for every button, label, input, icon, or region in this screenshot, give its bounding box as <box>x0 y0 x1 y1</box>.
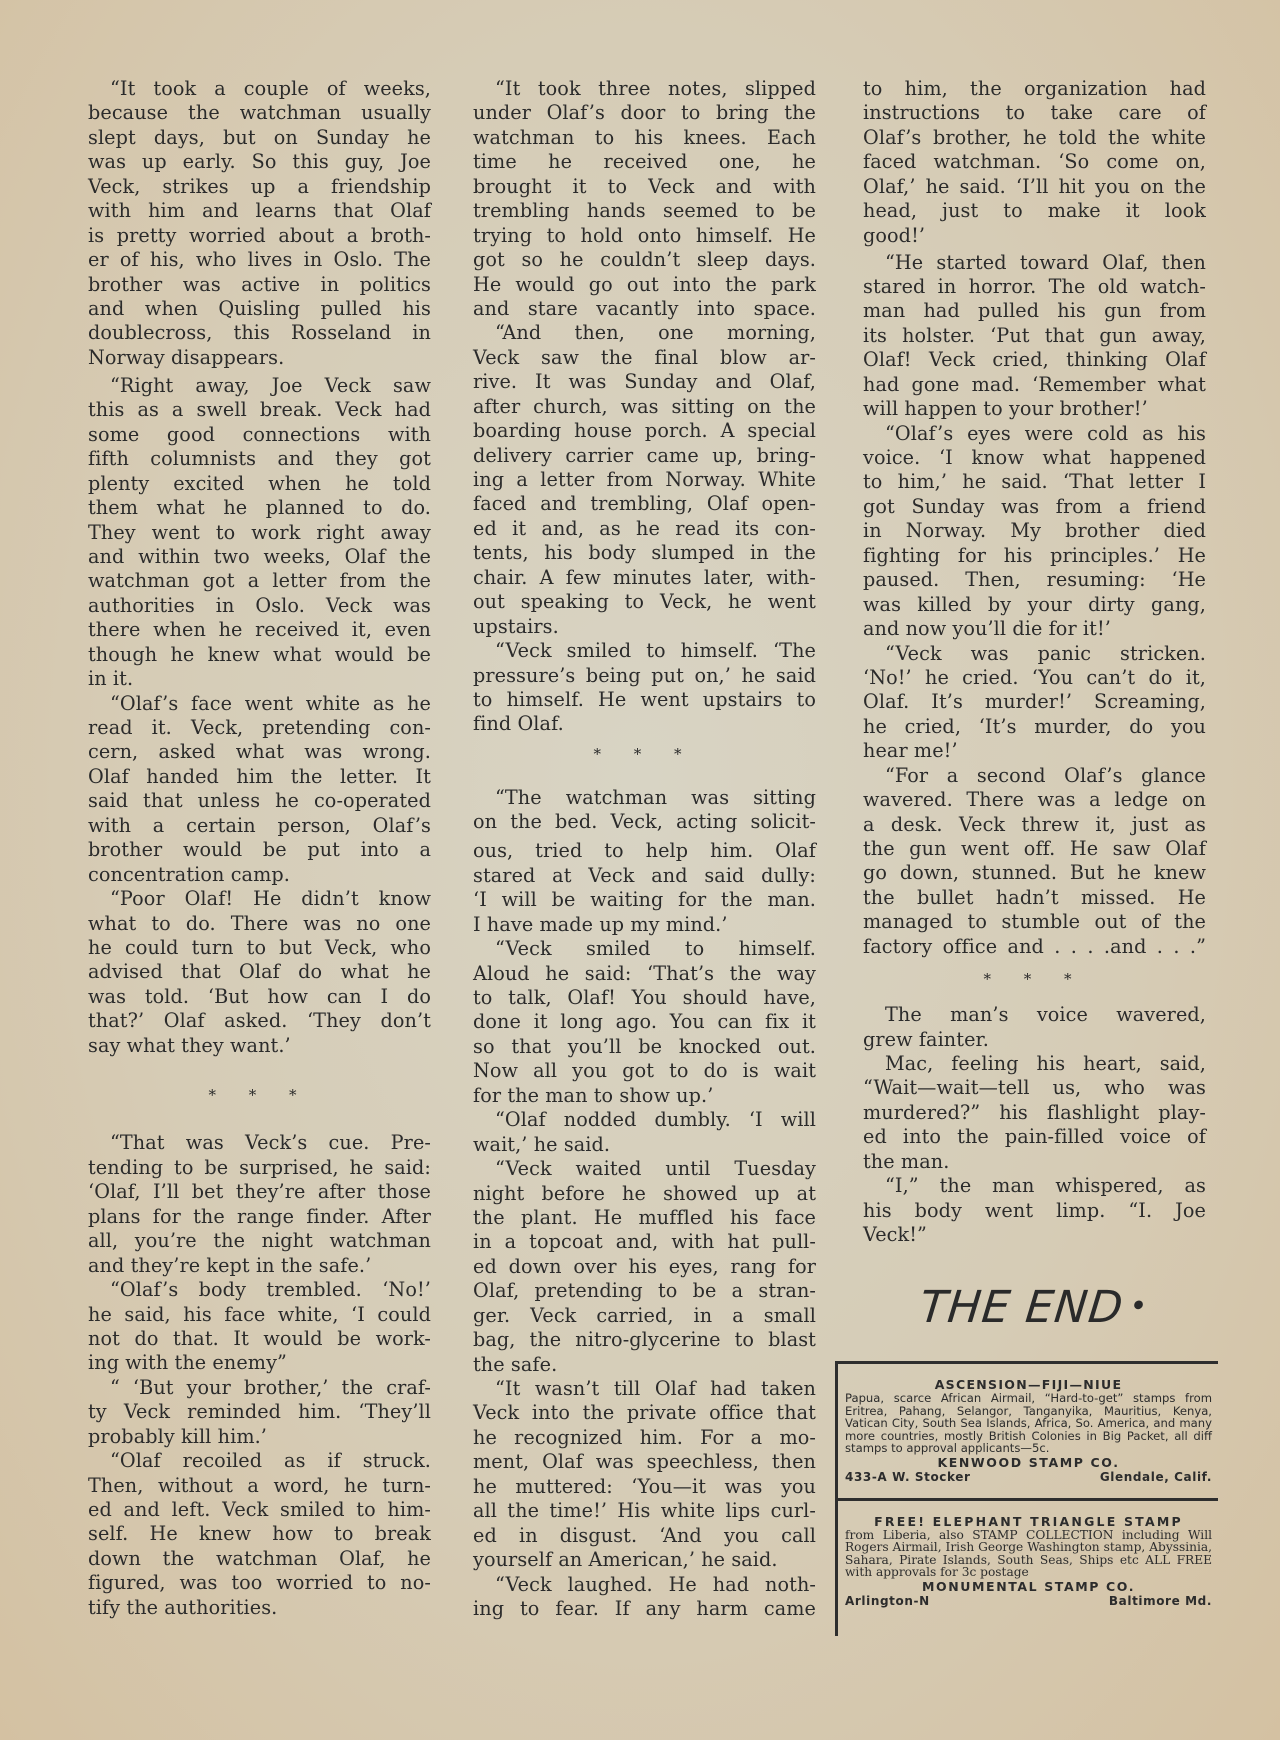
text-line: “Olaf’s body trembled. ‘No!’ <box>110 1278 431 1302</box>
text-line: “That was Veck’s cue. Pre- <box>110 1131 431 1155</box>
text-line: voice. ‘I know what happened <box>863 446 1206 469</box>
text-line: to him,’ he said. ‘That letter I <box>863 470 1206 494</box>
text-line: I have made up my mind.’ <box>473 912 728 936</box>
text-line: wait,’ he said. <box>473 1132 611 1156</box>
text-line: not do that. It would be work- <box>88 1326 431 1350</box>
text-line: ed into the pain-filled voice of <box>863 1125 1206 1149</box>
text-line: Olaf! Veck cried, thinking Olaf <box>863 348 1206 372</box>
paragraph-gap <box>88 1058 431 1082</box>
text-line: murdered?” his flashlight play- <box>863 1100 1206 1124</box>
text-line: them what he planned to do. <box>88 496 431 520</box>
text-line: tify the authorities. <box>88 1595 278 1619</box>
text-line: this as a swell break. Veck had <box>88 398 431 422</box>
text-line: delivery carrier came up, bring- <box>473 443 816 467</box>
text-line: go down, stunned. But he knew <box>863 861 1206 885</box>
text-line: The man’s voice wavered, <box>885 1003 1206 1027</box>
text-line: tending to be surprised, he said: <box>88 1155 431 1179</box>
text-line: fifth columnists and they got <box>88 447 431 471</box>
text-line: say what they want.’ <box>88 1033 291 1057</box>
text-line: “Wait—wait—tell us, who was <box>863 1076 1206 1100</box>
text-line: “Veck laughed. He had noth- <box>495 1572 816 1596</box>
section-break-asterisks: * * * <box>983 969 1086 988</box>
text-line: managed to stumble out of the <box>863 910 1206 934</box>
text-line: self. He knew how to break <box>88 1522 431 1546</box>
text-line: was killed by your dirty gang, <box>863 592 1206 616</box>
the-end-title <box>917 1282 1150 1333</box>
text-line: ty Veck reminded him. ‘They’ll <box>88 1400 431 1424</box>
text-line: Veck, strikes up a friendship <box>88 174 431 198</box>
text-line: wavered. There was a ledge on <box>863 788 1206 812</box>
text-line: “Olaf recoiled as if struck. <box>110 1449 431 1473</box>
ad-address <box>845 1594 1212 1608</box>
text-line: with a certain person, Olaf’s <box>88 813 431 837</box>
text-line: yourself an American,’ he said. <box>473 1548 778 1572</box>
text-line: “And then, one morning, <box>495 321 816 345</box>
text-line: head, just to make it look <box>863 199 1206 223</box>
text-line: Aloud he said: ‘That’s the way <box>473 961 816 985</box>
text-line: faced and trembling, Olaf open- <box>473 492 816 516</box>
text-line: some good connections with <box>88 422 431 446</box>
text-line: read it. Veck, pretending con- <box>88 716 431 740</box>
text-line: rive. It was Sunday and Olaf, <box>473 370 816 394</box>
text-line: “He started toward Olaf, then <box>885 250 1206 274</box>
text-line: good!’ <box>863 223 926 247</box>
stamp-ads-box <box>835 1361 1218 1636</box>
text-line: Now all you got to do is wait <box>473 1059 816 1083</box>
text-line: his body went limp. “I. Joe <box>863 1198 1206 1222</box>
ad-company: KENWOOD STAMP CO. <box>937 1454 1120 1470</box>
text-line: all, you’re the night watchman <box>88 1229 431 1253</box>
text-line: ing a letter from Norway. White <box>473 468 816 491</box>
text-line: stared at Veck and said dully: <box>473 863 816 887</box>
text-line: “It wasn’t till Olaf had taken <box>495 1377 816 1401</box>
text-line: had gone mad. ‘Remember what <box>863 372 1206 396</box>
text-line: was told. ‘But how can I do <box>88 984 431 1008</box>
text-line: “ ‘But your brother,’ the craf- <box>110 1375 431 1399</box>
text-line: “Olaf’s eyes were cold as his <box>885 421 1206 445</box>
text-line: ed down over his eyes, rang for <box>473 1254 816 1278</box>
text-line: is pretty worried about a broth- <box>88 223 431 247</box>
text-line: Veck!” <box>863 1223 927 1247</box>
text-line: and when Quisling pulled his <box>88 296 431 320</box>
text-line: “Olaf’s face went white as he <box>110 691 431 715</box>
text-line: He would go out into the park <box>473 272 816 296</box>
text-line: ger. Veck carried, in a small <box>473 1303 816 1327</box>
text-line: was up early. So this guy, Joe <box>88 150 431 174</box>
text-line: the gun went off. He saw Olaf <box>863 837 1206 860</box>
text-line: ing to fear. If any harm came <box>473 1596 816 1620</box>
text-line: watchman got a letter from the <box>88 569 431 593</box>
text-line: to him, the organization had <box>863 77 1206 100</box>
text-line: that?’ Olaf asked. ‘They don’t <box>88 1009 431 1033</box>
text-line: stared in horror. The old watch- <box>863 274 1206 298</box>
text-line: in it. <box>88 667 134 691</box>
text-line: Norway disappears. <box>88 345 285 369</box>
text-line: “The watchman was sitting <box>495 785 816 809</box>
text-line: brother would be put into a <box>88 838 431 862</box>
text-line: ed in disgust. ‘And you call <box>473 1523 816 1547</box>
text-line: to talk, Olaf! You should have, <box>473 986 816 1010</box>
paragraph-gap <box>88 1107 431 1131</box>
text-line: he could turn to but Veck, who <box>88 935 431 959</box>
text-line: ‘No!’ he cried. ‘You can’t do it, <box>863 665 1206 689</box>
text-line: Olaf handed him the letter. It <box>88 764 431 788</box>
text-line: to himself. He went upstairs to <box>473 687 816 711</box>
text-line: Veck saw the final blow ar- <box>473 345 816 369</box>
text-line: upstairs. <box>473 614 559 638</box>
text-line: concentration camp. <box>88 862 290 886</box>
text-line: and within two weeks, Olaf the <box>88 544 431 568</box>
text-line: doublecross, this Rosseland in <box>88 321 431 345</box>
text-line: on the bed. Veck, acting solicit- <box>473 810 816 834</box>
text-line: find Olaf. <box>473 712 564 736</box>
text-line: paused. Then, resuming: ‘He <box>863 568 1206 592</box>
text-line: instructions to take care of <box>863 101 1206 125</box>
text-line: watchman to his knees. Each <box>473 125 816 149</box>
text-line: he muttered: ‘You—it was you <box>473 1474 816 1498</box>
ad-kenwood <box>838 1364 1218 1488</box>
text-line: the plant. He muffled his face <box>473 1205 816 1229</box>
text-line: ‘Olaf, I’ll bet they’re after those <box>88 1180 431 1204</box>
text-line: the man. <box>863 1149 950 1173</box>
text-line: hear me!’ <box>863 739 958 763</box>
text-line: grew fainter. <box>863 1027 989 1051</box>
text-line: with him and learns that Olaf <box>88 199 431 223</box>
text-line: ‘I will be waiting for the man. <box>473 888 816 912</box>
ad-headline: ASCENSION—FIJI—NIUE <box>934 1377 1123 1392</box>
ad-address-street: Arlington-N <box>845 1593 930 1608</box>
text-line: plenty excited when he told <box>88 471 431 495</box>
text-line: ment, Olaf was speechless, then <box>473 1450 816 1474</box>
text-line: “Right away, Joe Veck saw <box>110 373 431 397</box>
section-break-asterisks: * * * <box>593 744 696 763</box>
text-line: “Veck smiled to himself. <box>495 937 816 961</box>
ad-body: Papua, scarce African Airmail, “Hard-to-get” stamps from Eritrea, Pahang, Selangor, Tanganyika, Mauritius, Kenya, Vatican City, South Sea Islands, Africa, So. America, and many more countries, mostly British Colonies in Big Packet, all diff stamps to approval applicants—5c. <box>845 1391 1212 1455</box>
text-line: slept days, but on Sunday he <box>88 125 431 149</box>
ad-address-city: Baltimore Md. <box>1108 1593 1212 1608</box>
text-line: there when he received it, even <box>88 618 431 642</box>
text-line: They went to work right away <box>88 520 431 544</box>
text-column-3 <box>863 77 1206 1248</box>
text-line: all the time!’ His white lips curl- <box>473 1499 816 1523</box>
text-line: and they’re kept in the safe.’ <box>88 1253 372 1277</box>
text-line: faced watchman. ‘So come on, <box>863 150 1206 174</box>
text-line: after church, was sitting on the <box>473 394 816 418</box>
text-line: because the watchman usually <box>88 101 431 125</box>
text-line: boarding house porch. A special <box>473 419 816 443</box>
ad-headline: FREE! ELEPHANT TRIANGLE STAMP <box>874 1513 1183 1529</box>
text-line: brought it to Veck and with <box>473 174 816 198</box>
paragraph-gap <box>473 766 816 786</box>
text-line: a desk. Veck threw it, just as <box>863 812 1206 836</box>
text-line: night before he showed up at <box>473 1181 816 1205</box>
text-line: “For a second Olaf’s glance <box>885 763 1206 787</box>
text-line: Olaf, pretending to be a stran- <box>473 1279 816 1303</box>
text-line: got Sunday was from a friend <box>863 494 1206 518</box>
text-line: “I,” the man whispered, as <box>885 1174 1206 1198</box>
text-line: probably kill him.’ <box>88 1424 268 1448</box>
text-line: he cried, ‘It’s murder, do you <box>863 714 1206 738</box>
text-line: authorities in Oslo. Veck was <box>88 593 431 617</box>
text-line: ing with the enemy” <box>88 1351 287 1375</box>
text-line: tents, his body slumped in the <box>473 541 816 565</box>
text-line: er of his, who lives in Oslo. The <box>88 248 431 272</box>
paragraph-gap <box>863 991 1206 1003</box>
paragraph-gap <box>863 959 1206 966</box>
ad-company: MONUMENTAL STAMP CO. <box>921 1578 1136 1594</box>
text-line: Veck into the private office that <box>473 1401 816 1425</box>
text-line: “Poor Olaf! He didn’t know <box>110 887 431 911</box>
text-line: said that unless he co-operated <box>88 789 431 813</box>
ad-body: from Liberia, also STAMP COLLECTION including Will Rogers Airmail, Irish George Washington stamp, Abyssinia, Sahara, Pirate Islands, South Seas, Ships etc ALL FREE with approvals for 3c postage <box>845 1527 1212 1580</box>
text-line: trying to hold onto himself. He <box>473 223 816 247</box>
text-line: the bullet hadn’t missed. He <box>863 885 1206 909</box>
text-line: Olaf’s brother, he told the white <box>863 125 1206 149</box>
text-line: Olaf. It’s murder!’ Screaming, <box>863 690 1206 714</box>
ad-monumental <box>838 1501 1218 1612</box>
text-line: he said, his face white, ‘I could <box>88 1302 431 1326</box>
the-end-text: THE END <box>917 1282 1127 1333</box>
text-line: “Veck smiled to himself. ‘The <box>495 639 816 663</box>
text-line: so that you’ll be knocked out. <box>473 1034 816 1058</box>
text-line: in a topcoat and, with hat pull- <box>473 1230 816 1254</box>
the-end-dot: • <box>1127 1289 1151 1324</box>
text-line: bag, the nitro-glycerine to blast <box>473 1328 816 1352</box>
text-line: though he knew what would be <box>88 642 431 666</box>
text-line: ous, tried to help him. Olaf <box>473 839 816 863</box>
text-line: ed it and, as he read its con- <box>473 516 816 540</box>
text-line: will happen to your brother!’ <box>863 397 1148 421</box>
text-line: trembling hands seemed to be <box>473 199 816 223</box>
text-line: down the watchman Olaf, he <box>88 1546 431 1570</box>
text-line: “Olaf nodded dumbly. ‘I will <box>495 1108 816 1132</box>
text-line: Then, without a word, he turn- <box>88 1473 431 1497</box>
text-line: its holster. ‘Put that gun away, <box>863 323 1206 347</box>
text-line: in Norway. My brother died <box>863 519 1206 543</box>
text-line: ed and left. Veck smiled to him- <box>88 1498 431 1522</box>
text-line: Olaf,’ he said. ‘I’ll hit you on the <box>863 174 1206 198</box>
text-line: “It took a couple of weeks, <box>110 77 431 100</box>
text-line: plans for the range finder. After <box>88 1204 431 1228</box>
text-line: pressure’s being put on,’ he said <box>473 663 816 687</box>
text-line: for the man to show up.’ <box>473 1083 714 1107</box>
text-line: man had pulled his gun from <box>863 299 1206 323</box>
text-line: and stare vacantly into space. <box>473 296 816 320</box>
text-line: advised that Olaf do what he <box>88 960 431 984</box>
ad-address-street: 433-A W. Stocker <box>845 1469 971 1484</box>
text-line: done it long ago. You can fix it <box>473 1010 816 1034</box>
text-line: Mac, feeling his heart, said, <box>885 1052 1206 1076</box>
text-line: “It took three notes, slipped <box>495 77 816 100</box>
ad-address <box>845 1470 1212 1484</box>
text-line: fighting for his principles.’ He <box>863 543 1206 567</box>
text-line: “Veck was panic stricken. <box>885 641 1206 665</box>
text-line: figured, was too worried to no- <box>88 1571 431 1595</box>
text-column-1 <box>88 77 431 1620</box>
text-line: factory office and . . . .and . . .” <box>863 934 1206 958</box>
text-line: he recognized him. For a mo- <box>473 1425 816 1449</box>
text-line: the safe. <box>473 1352 558 1376</box>
text-line: under Olaf’s door to bring the <box>473 101 816 125</box>
text-line: “Veck waited until Tuesday <box>495 1157 816 1181</box>
text-line: out speaking to Veck, he went <box>473 590 816 614</box>
text-line: time he received one, he <box>473 150 816 174</box>
text-line: brother was active in politics <box>88 272 431 296</box>
text-line: and now you’ll die for it!’ <box>863 617 1111 641</box>
text-line: cern, asked what was wrong. <box>88 740 431 764</box>
text-line: got so he couldn’t sleep days. <box>473 248 816 272</box>
text-line: chair. A few minutes later, with- <box>473 565 816 589</box>
text-line: what to do. There was no one <box>88 911 431 935</box>
section-break-asterisks: * * * <box>208 1085 311 1104</box>
ad-address-city: Glendale, Calif. <box>1099 1469 1212 1484</box>
text-column-2 <box>473 77 816 1621</box>
